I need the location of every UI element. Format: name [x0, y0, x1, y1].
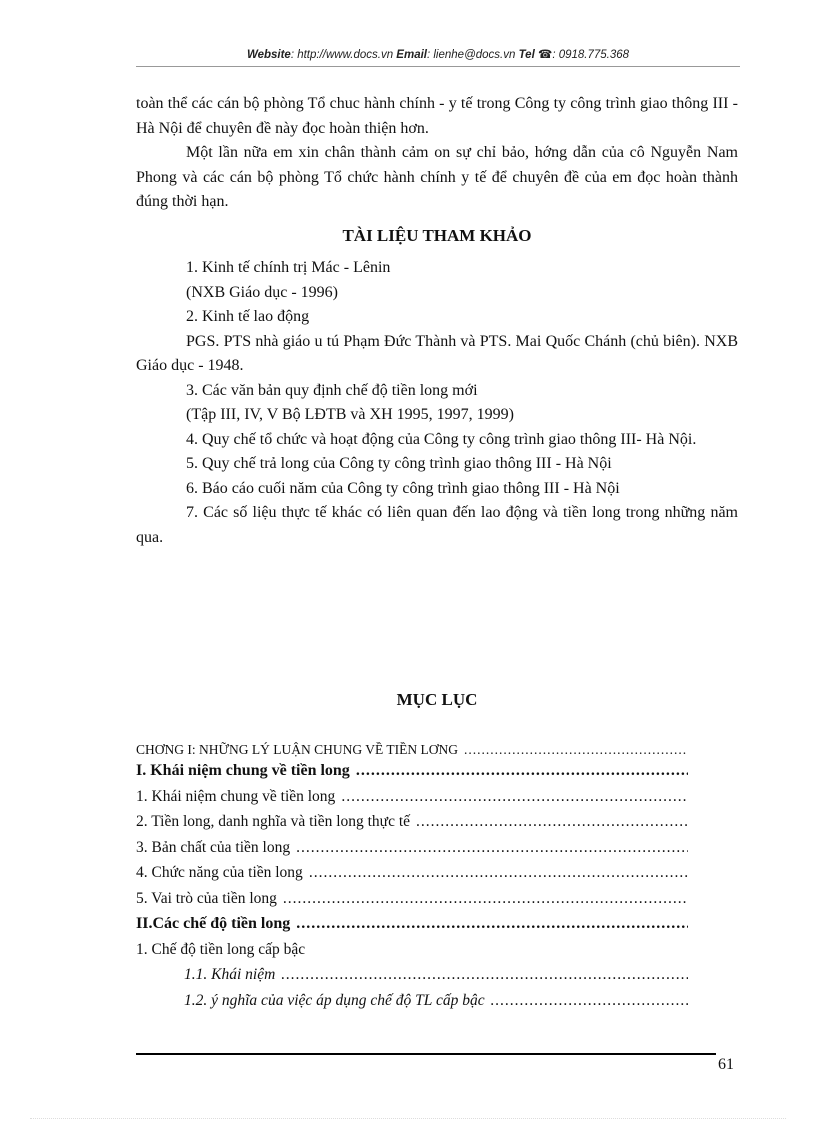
toc-entry-label: 3. Bản chất của tiền long — [136, 838, 291, 856]
toc-entry-label: 1.2. ý nghĩa của việc áp dụng chế độ TL cấp bậc — [184, 991, 485, 1009]
intro-text — [136, 92, 738, 215]
reference-item: 7. Các số liệu thực tế khác có liên quan đến lao động và tiền long trong những năm qua. — [136, 504, 738, 546]
references-title: TÀI LIỆU THAM KHẢO — [342, 226, 532, 245]
toc-entry-label: II.Các chế độ tiền long — [136, 915, 291, 932]
toc-entry-sub[interactable] — [136, 966, 688, 992]
toc-entry[interactable] — [136, 941, 688, 967]
toc-entry[interactable] — [136, 813, 688, 839]
reference-item: 1. Kinh tế chính trị Mác - Lênin — [186, 259, 391, 276]
toc-entry-label: 5. Vai trò của tiền long — [136, 889, 277, 907]
page-bottom-border — [30, 1118, 786, 1119]
toc-entry-sub[interactable] — [136, 992, 688, 1018]
tel-value: : 0918.775.368 — [552, 49, 630, 61]
toc-entry-label: CHƠNG I: NHỮNG LÝ LUẬN CHUNG VỀ TIỀN LƠNG — [136, 742, 458, 757]
toc-entry-label: 4. Chức năng của tiền long — [136, 864, 303, 881]
intro-paragraph-2: Một lần nữa em xin chân thành cảm on sự chỉ bảo, hớng dẫn của cô Nguyễn Nam Phong và các cán bộ phòng Tổ chức hành chính y tế để chuyên đề của em đọc hoàn thành đúng thời hạn. — [136, 144, 738, 210]
tel-label: Tel — [518, 49, 535, 61]
reference-item: 2. Kinh tế lao động — [186, 308, 310, 325]
page-header — [136, 47, 740, 61]
reference-item: 5. Quy chế trả long của Công ty công trình giao thông III - Hà Nội — [186, 455, 612, 472]
footer-rule — [136, 1053, 716, 1055]
phone-icon: ☎ — [537, 49, 553, 61]
toc-leader-dots — [281, 966, 688, 984]
toc-leader-dots — [309, 864, 688, 882]
toc-entry[interactable] — [136, 890, 688, 916]
toc-entry-label: 1. Khái niệm chung về tiền long — [136, 787, 336, 805]
table-of-contents — [136, 742, 688, 1017]
toc-entry-label: 1.1. Khái niệm — [184, 966, 276, 983]
toc-leader-dots — [296, 915, 688, 933]
toc-title: MỤC LỤC — [396, 690, 478, 709]
toc-entry-section[interactable] — [136, 915, 688, 941]
toc-entry[interactable] — [136, 839, 688, 865]
reference-item: 4. Quy chế tổ chức và hoạt động của Công ty công trình giao thông III- Hà Nội. — [186, 430, 697, 448]
reference-item: 6. Báo cáo cuối năm của Công ty công trình giao thông III - Hà Nội — [186, 479, 620, 497]
reference-item: (Tập III, IV, V Bộ LĐTB và XH 1995, 1997, 1999) — [186, 406, 514, 423]
email-label: Email — [396, 49, 427, 61]
toc-leader-dots — [283, 890, 688, 908]
toc-entry-label: I. Khái niệm chung về tiền long — [136, 762, 350, 779]
page-number: 61 — [718, 1056, 734, 1073]
toc-leader-dots — [416, 813, 688, 831]
toc-entry-chapter[interactable] — [136, 742, 688, 762]
reference-item: (NXB Giáo dục - 1996) — [186, 283, 338, 301]
toc-leader-dots — [341, 788, 688, 806]
toc-entry-label: 1. Chế độ tiền long cấp bậc — [136, 940, 306, 958]
email-value: : lienhe@docs.vn — [426, 49, 516, 61]
toc-entry[interactable] — [136, 788, 688, 814]
header-rule — [136, 66, 740, 67]
toc-leader-dots — [356, 762, 688, 780]
intro-paragraph-1: toàn thể các cán bộ phòng Tổ chuc hành chính - y tế trong Công ty công trình giao thông III - Hà Nội để chuyên đề này đọc hoàn thiện hơn. — [136, 95, 738, 137]
toc-leader-dots — [464, 742, 688, 758]
reference-item: PGS. PTS nhà giáo u tú Phạm Đức Thành và PTS. Mai Quốc Chánh (chủ biên). NXB Giáo dục - 1948. — [136, 332, 738, 374]
website-label: Website — [246, 49, 291, 61]
toc-entry-label: 2. Tiền long, danh nghĩa và tiền long thực tế — [136, 813, 411, 830]
toc-entry-section[interactable] — [136, 762, 688, 788]
toc-entry[interactable] — [136, 864, 688, 890]
website-value: : http://www.docs.vn — [290, 49, 394, 61]
references-list — [136, 256, 738, 550]
reference-item: 3. Các văn bản quy định chế độ tiền long mới — [186, 381, 478, 399]
toc-leader-dots — [296, 839, 688, 857]
toc-leader-dots — [491, 992, 688, 1010]
